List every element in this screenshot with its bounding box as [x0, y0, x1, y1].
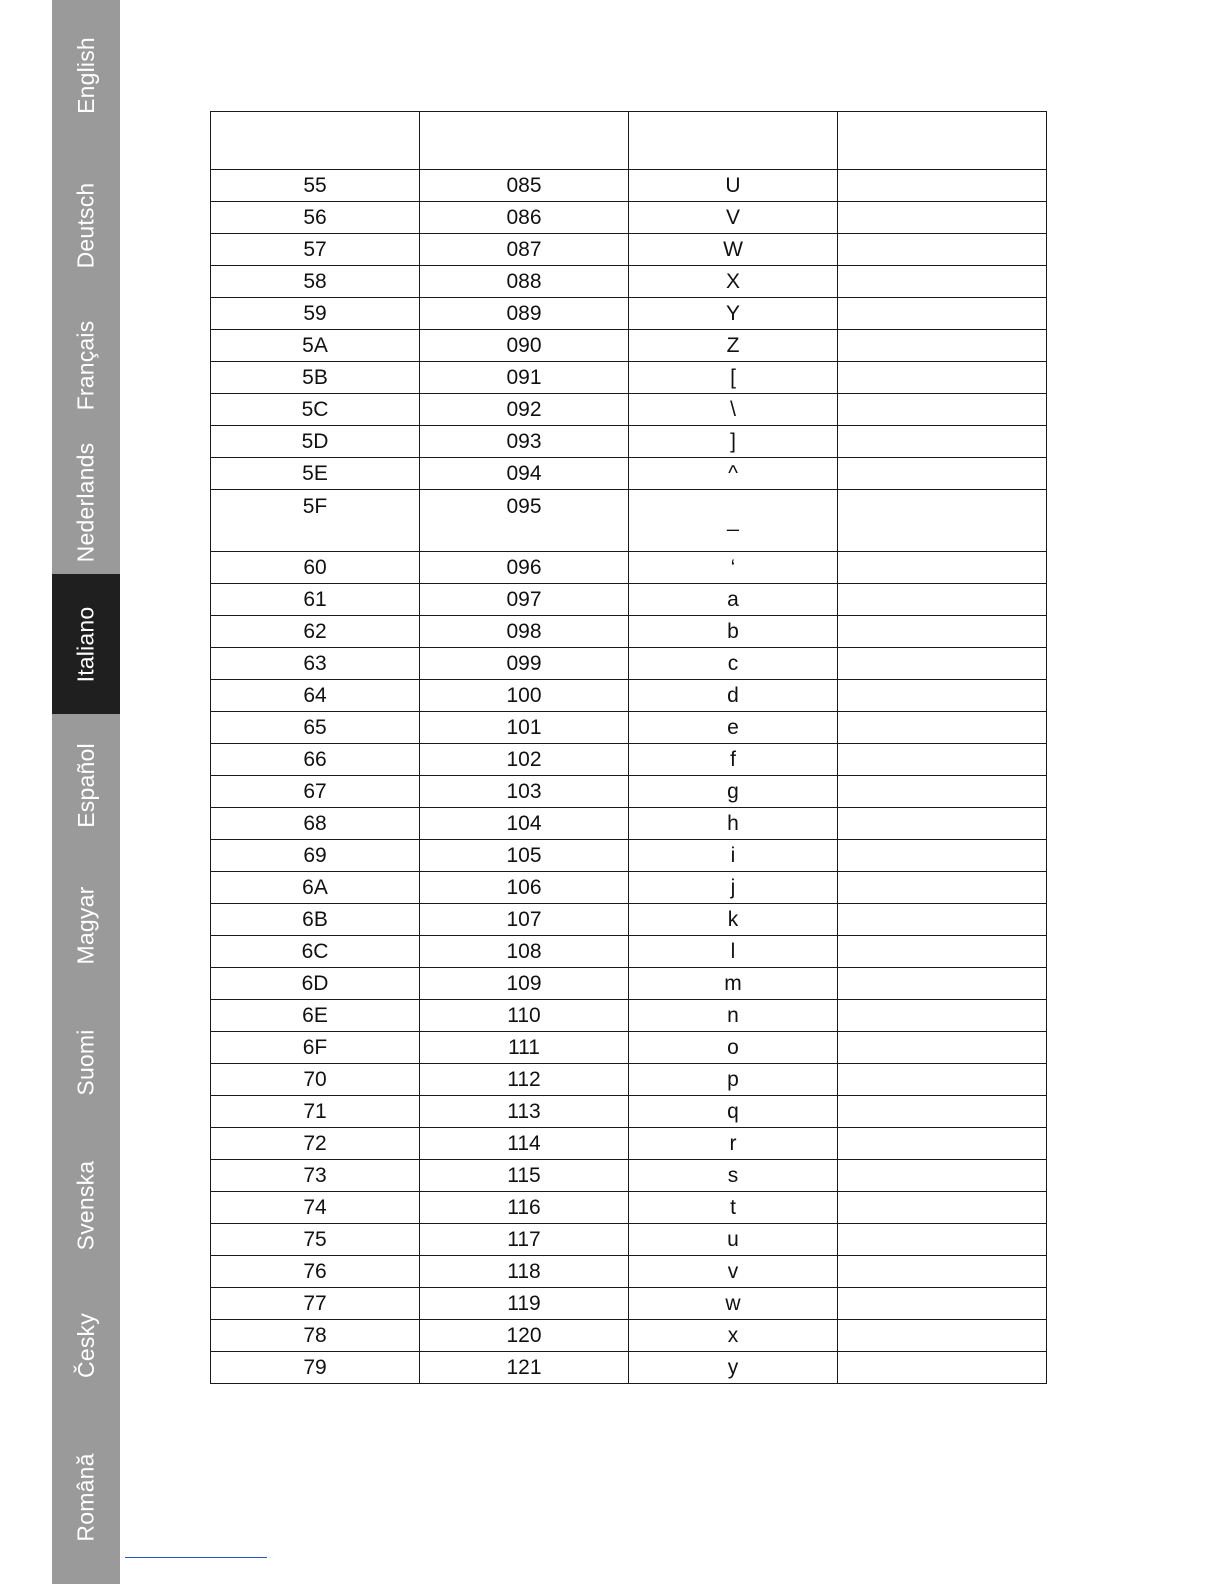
hex-cell: 79 [211, 1352, 420, 1384]
table-row [211, 234, 1047, 266]
table-row [211, 968, 1047, 1000]
hex-cell: 64 [211, 680, 420, 712]
decimal-cell: 101 [420, 712, 629, 744]
hex-cell: 6D [211, 968, 420, 1000]
char-cell: ‘ [629, 552, 838, 584]
char-cell: v [629, 1256, 838, 1288]
footer-rule [125, 1557, 267, 1558]
decimal-cell: 095 [420, 490, 629, 552]
language-tab-label: Română [72, 1452, 99, 1542]
char-cell: w [629, 1288, 838, 1320]
hex-cell: 78 [211, 1320, 420, 1352]
char-cell: q [629, 1096, 838, 1128]
column-header [838, 112, 1047, 170]
char-cell: Y [629, 298, 838, 330]
decimal-cell: 119 [420, 1288, 629, 1320]
extra-cell [838, 426, 1047, 458]
char-cell: U [629, 170, 838, 202]
extra-cell [838, 330, 1047, 362]
table-row [211, 170, 1047, 202]
char-cell: X [629, 266, 838, 298]
decimal-cell: 100 [420, 680, 629, 712]
hex-cell: 62 [211, 616, 420, 648]
hex-cell: 57 [211, 234, 420, 266]
decimal-cell: 107 [420, 904, 629, 936]
hex-cell: 70 [211, 1064, 420, 1096]
decimal-cell: 089 [420, 298, 629, 330]
table-row [211, 1096, 1047, 1128]
extra-cell [838, 1032, 1047, 1064]
language-tab-9[interactable] [52, 1130, 120, 1280]
hex-cell: 63 [211, 648, 420, 680]
table-row [211, 904, 1047, 936]
char-cell: d [629, 680, 838, 712]
char-cell: h [629, 808, 838, 840]
char-cell: j [629, 872, 838, 904]
hex-cell: 5A [211, 330, 420, 362]
extra-cell [838, 872, 1047, 904]
char-cell: [ [629, 362, 838, 394]
extra-cell [838, 904, 1047, 936]
extra-cell [838, 170, 1047, 202]
char-cell: \ [629, 394, 838, 426]
extra-cell [838, 1000, 1047, 1032]
hex-cell: 67 [211, 776, 420, 808]
decimal-cell: 108 [420, 936, 629, 968]
char-cell: a [629, 584, 838, 616]
hex-cell: 5F [211, 490, 420, 552]
decimal-cell: 116 [420, 1192, 629, 1224]
column-header [211, 112, 420, 170]
language-tab-1[interactable] [52, 0, 120, 150]
extra-cell [838, 648, 1047, 680]
table-row [211, 1032, 1047, 1064]
char-cell: x [629, 1320, 838, 1352]
extra-cell [838, 1064, 1047, 1096]
table-row [211, 616, 1047, 648]
table-row [211, 840, 1047, 872]
decimal-cell: 088 [420, 266, 629, 298]
extra-cell [838, 394, 1047, 426]
hex-cell: 72 [211, 1128, 420, 1160]
extra-cell [838, 584, 1047, 616]
hex-cell: 77 [211, 1288, 420, 1320]
hex-cell: 68 [211, 808, 420, 840]
hex-cell: 75 [211, 1224, 420, 1256]
decimal-cell: 105 [420, 840, 629, 872]
char-cell: b [629, 616, 838, 648]
table-row [211, 1256, 1047, 1288]
decimal-cell: 085 [420, 170, 629, 202]
table-row [211, 872, 1047, 904]
hex-cell: 6B [211, 904, 420, 936]
hex-cell: 60 [211, 552, 420, 584]
decimal-cell: 092 [420, 394, 629, 426]
hex-cell: 5C [211, 394, 420, 426]
char-cell: o [629, 1032, 838, 1064]
hex-cell: 65 [211, 712, 420, 744]
table-row [211, 362, 1047, 394]
extra-cell [838, 808, 1047, 840]
decimal-cell: 104 [420, 808, 629, 840]
table-row [211, 458, 1047, 490]
language-tab-4[interactable] [52, 430, 120, 574]
table-row [211, 490, 1047, 552]
extra-cell [838, 712, 1047, 744]
hex-cell: 6A [211, 872, 420, 904]
hex-cell: 69 [211, 840, 420, 872]
extra-cell [838, 298, 1047, 330]
decimal-cell: 097 [420, 584, 629, 616]
table-row [211, 1064, 1047, 1096]
decimal-cell: 115 [420, 1160, 629, 1192]
extra-cell [838, 1288, 1047, 1320]
table-row [211, 394, 1047, 426]
extra-cell [838, 202, 1047, 234]
table-row [211, 584, 1047, 616]
extra-cell [838, 680, 1047, 712]
language-tab-2[interactable] [52, 150, 120, 300]
char-cell: l [629, 936, 838, 968]
char-cell: W [629, 234, 838, 266]
hex-cell: 55 [211, 170, 420, 202]
column-header [420, 112, 629, 170]
decimal-cell: 111 [420, 1032, 629, 1064]
hex-cell: 71 [211, 1096, 420, 1128]
column-header [629, 112, 838, 170]
extra-cell [838, 616, 1047, 648]
extra-cell [838, 458, 1047, 490]
table-row [211, 202, 1047, 234]
hex-cell: 74 [211, 1192, 420, 1224]
table-row [211, 426, 1047, 458]
hex-cell: 6E [211, 1000, 420, 1032]
decimal-cell: 090 [420, 330, 629, 362]
character-code-table [210, 111, 1047, 1384]
char-cell: ] [629, 426, 838, 458]
extra-cell [838, 1224, 1047, 1256]
table-row [211, 1224, 1047, 1256]
decimal-cell: 087 [420, 234, 629, 266]
decimal-cell: 121 [420, 1352, 629, 1384]
language-tab-3[interactable] [52, 300, 120, 430]
table-row [211, 680, 1047, 712]
table-row [211, 552, 1047, 584]
hex-cell: 58 [211, 266, 420, 298]
table-row [211, 776, 1047, 808]
language-tab-5[interactable] [52, 574, 120, 714]
extra-cell [838, 234, 1047, 266]
decimal-cell: 094 [420, 458, 629, 490]
table-row [211, 1160, 1047, 1192]
extra-cell [838, 744, 1047, 776]
language-tab-strip [52, 0, 120, 1584]
char-cell: V [629, 202, 838, 234]
char-cell: y [629, 1352, 838, 1384]
language-tab-label: Français [72, 320, 99, 410]
char-cell: u [629, 1224, 838, 1256]
table-row [211, 712, 1047, 744]
extra-cell [838, 490, 1047, 552]
table-row [211, 330, 1047, 362]
table-row [211, 936, 1047, 968]
language-tab-label: Suomi [72, 1028, 99, 1096]
hex-cell: 6C [211, 936, 420, 968]
char-cell: g [629, 776, 838, 808]
char-cell: f [629, 744, 838, 776]
table-row [211, 648, 1047, 680]
table-row [211, 298, 1047, 330]
hex-cell: 66 [211, 744, 420, 776]
table-row [211, 1000, 1047, 1032]
extra-cell [838, 552, 1047, 584]
extra-cell [838, 1160, 1047, 1192]
decimal-cell: 086 [420, 202, 629, 234]
table-row [211, 266, 1047, 298]
extra-cell [838, 1320, 1047, 1352]
decimal-cell: 102 [420, 744, 629, 776]
extra-cell [838, 1128, 1047, 1160]
language-tab-label: Español [72, 742, 99, 828]
decimal-cell: 091 [420, 362, 629, 394]
char-cell: p [629, 1064, 838, 1096]
char-cell: n [629, 1000, 838, 1032]
table-row [211, 1192, 1047, 1224]
char-cell: i [629, 840, 838, 872]
table-row [211, 1128, 1047, 1160]
extra-cell [838, 1256, 1047, 1288]
extra-cell [838, 936, 1047, 968]
extra-cell [838, 1096, 1047, 1128]
decimal-cell: 120 [420, 1320, 629, 1352]
hex-cell: 59 [211, 298, 420, 330]
decimal-cell: 098 [420, 616, 629, 648]
table-row [211, 1352, 1047, 1384]
table-row [211, 744, 1047, 776]
hex-cell: 61 [211, 584, 420, 616]
extra-cell [838, 1352, 1047, 1384]
language-tab-11[interactable] [52, 1410, 120, 1584]
extra-cell [838, 266, 1047, 298]
hex-cell: 5D [211, 426, 420, 458]
language-tab-label: Magyar [72, 886, 99, 964]
hex-cell: 6F [211, 1032, 420, 1064]
language-tab-8[interactable] [52, 994, 120, 1130]
hex-cell: 5E [211, 458, 420, 490]
table-row [211, 1288, 1047, 1320]
decimal-cell: 093 [420, 426, 629, 458]
hex-cell: 73 [211, 1160, 420, 1192]
char-cell: ^ [629, 458, 838, 490]
extra-cell [838, 362, 1047, 394]
hex-cell: 5B [211, 362, 420, 394]
extra-cell [838, 1192, 1047, 1224]
decimal-cell: 113 [420, 1096, 629, 1128]
char-cell: Z [629, 330, 838, 362]
char-cell: s [629, 1160, 838, 1192]
char-cell: k [629, 904, 838, 936]
language-tab-label: English [72, 36, 99, 114]
char-cell: t [629, 1192, 838, 1224]
language-tab-6[interactable] [52, 714, 120, 856]
decimal-cell: 114 [420, 1128, 629, 1160]
language-tab-7[interactable] [52, 856, 120, 994]
decimal-cell: 110 [420, 1000, 629, 1032]
table-row [211, 808, 1047, 840]
language-tab-label: Deutsch [72, 182, 99, 268]
extra-cell [838, 840, 1047, 872]
language-tab-10[interactable] [52, 1280, 120, 1410]
language-tab-label: Nederlands [72, 442, 99, 562]
decimal-cell: 112 [420, 1064, 629, 1096]
language-tab-label: Česky [72, 1312, 99, 1378]
char-cell: _ [629, 490, 838, 552]
decimal-cell: 106 [420, 872, 629, 904]
char-cell: c [629, 648, 838, 680]
decimal-cell: 103 [420, 776, 629, 808]
decimal-cell: 099 [420, 648, 629, 680]
char-cell: m [629, 968, 838, 1000]
extra-cell [838, 968, 1047, 1000]
decimal-cell: 096 [420, 552, 629, 584]
language-tab-label: Italiano [72, 606, 99, 682]
hex-cell: 76 [211, 1256, 420, 1288]
language-tab-label: Svenska [72, 1160, 99, 1250]
decimal-cell: 109 [420, 968, 629, 1000]
decimal-cell: 117 [420, 1224, 629, 1256]
table-row [211, 1320, 1047, 1352]
table-header-row [211, 112, 1047, 170]
table-body [211, 170, 1047, 1384]
decimal-cell: 118 [420, 1256, 629, 1288]
char-cell: r [629, 1128, 838, 1160]
hex-cell: 56 [211, 202, 420, 234]
char-cell: e [629, 712, 838, 744]
extra-cell [838, 776, 1047, 808]
